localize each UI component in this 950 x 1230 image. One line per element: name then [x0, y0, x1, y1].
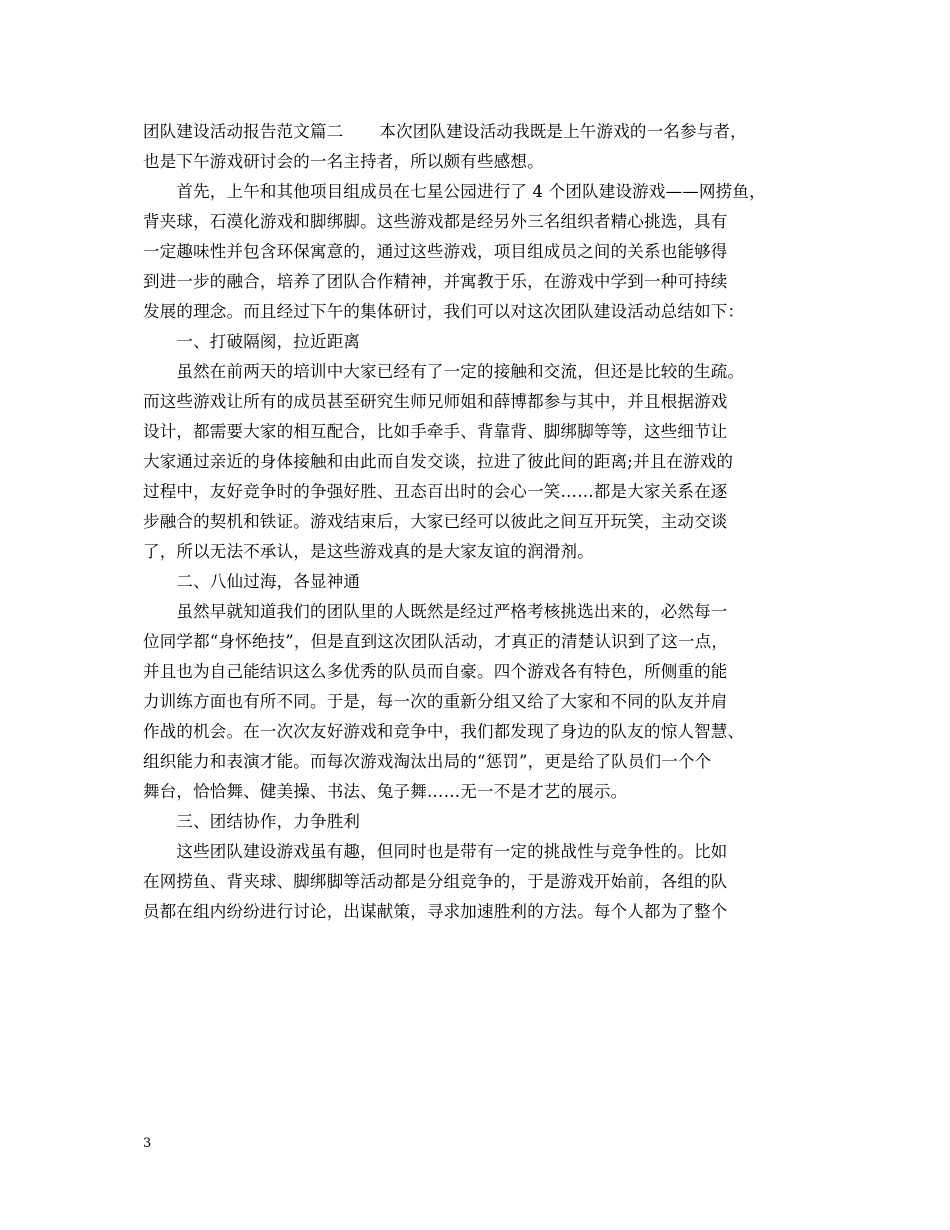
text-line: 大家通过亲近的身体接触和由此而自发交谈，拉进了彼此间的距离;并且在游戏的: [143, 452, 734, 471]
first-line-text: 本次团队建设活动我既是上午游戏的一名参与者，: [379, 122, 747, 141]
body-text: [143, 117, 843, 927]
text-line: 在网捞鱼、背夹球、脚绑脚等活动都是分组竞争的，于是游戏开始前，各组的队: [143, 872, 728, 891]
text-line: 一定趣味性并包含环保寓意的，通过这些游戏，项目组成员之间的关系也能够得: [143, 242, 728, 261]
section-heading-1: 一、打破隔阂，拉近距离: [143, 332, 361, 351]
page-number: 3: [143, 1136, 152, 1151]
text-line: 到进一步的融合，培养了团队合作精神，并寓教于乐，在游戏中学到一种可持续: [143, 272, 728, 291]
text-line: 而这些游戏让所有的成员甚至研究生师兄师姐和薛博都参与其中，并且根据游戏: [143, 392, 728, 411]
text-line: 设计，都需要大家的相互配合，比如手牵手、背靠背、脚绑脚等等，这些细节让: [143, 422, 728, 441]
text-line: 虽然早就知道我们的团队里的人既然是经过严格考核挑选出来的，必然每一: [143, 602, 728, 621]
text-line: 组织能力和表演才能。而每次游戏淘汰出局的“惩罚”，更是给了队员们一个个: [143, 752, 712, 771]
title-line: [143, 117, 843, 147]
text-line: 也是下午游戏研讨会的一名主持者，所以颇有些感想。: [143, 152, 544, 171]
section-heading-3: 三、团结协作，力争胜利: [143, 812, 361, 831]
text-line: 位同学都“身怀绝技”，但是直到这次团队活动，才真正的清楚认识到了这一点，: [143, 632, 729, 651]
text-line: 力训练方面也有所不同。于是，每一次的重新分组又给了大家和不同的队友并肩: [143, 692, 728, 711]
text-line: 这些团队建设游戏虽有趣，但同时也是带有一定的挑战性与竞争性的。比如: [143, 842, 728, 861]
text-line: 步融合的契机和铁证。游戏结束后，大家已经可以彼此之间互开玩笑，主动交谈: [143, 512, 728, 531]
text-line: 发展的理念。而且经过下午的集体研讨，我们可以对这次团队建设活动总结如下：: [143, 302, 745, 321]
text-line: 舞台，恰恰舞、健美操、书法、兔子舞……无一不是才艺的展示。: [143, 782, 628, 801]
text-line: 作战的机会。在一次次友好游戏和竞争中，我们都发现了身边的队友的惊人智慧、: [143, 722, 745, 741]
article-heading: 团队建设活动报告范文篇二: [143, 122, 344, 141]
section-heading-2: 二、八仙过海，各显神通: [143, 572, 361, 591]
text-line: 虽然在前两天的培训中大家已经有了一定的接触和交流，但还是比较的生疏。: [143, 362, 745, 381]
text-line: 了，所以无法不承认，是这些游戏真的是大家友谊的润滑剂。: [143, 542, 594, 561]
text-line: 背夹球，石漠化游戏和脚绑脚。这些游戏都是经另外三名组织者精心挑选，具有: [143, 212, 728, 231]
text-line: 过程中，友好竞争时的争强好胜、丑态百出时的会心一笑……都是大家关系在逐: [143, 482, 728, 501]
text-line: 员都在组内纷纷进行讨论，出谋献策，寻求加速胜利的方法。每个人都为了整个: [143, 902, 728, 921]
text-line: 首先，上午和其他项目组成员在七星公园进行了 4 个团队建设游戏——网捞鱼，: [143, 182, 766, 201]
text-line: 并且也为自己能结识这么多优秀的队员而自豪。四个游戏各有特色，所侧重的能: [143, 662, 728, 681]
